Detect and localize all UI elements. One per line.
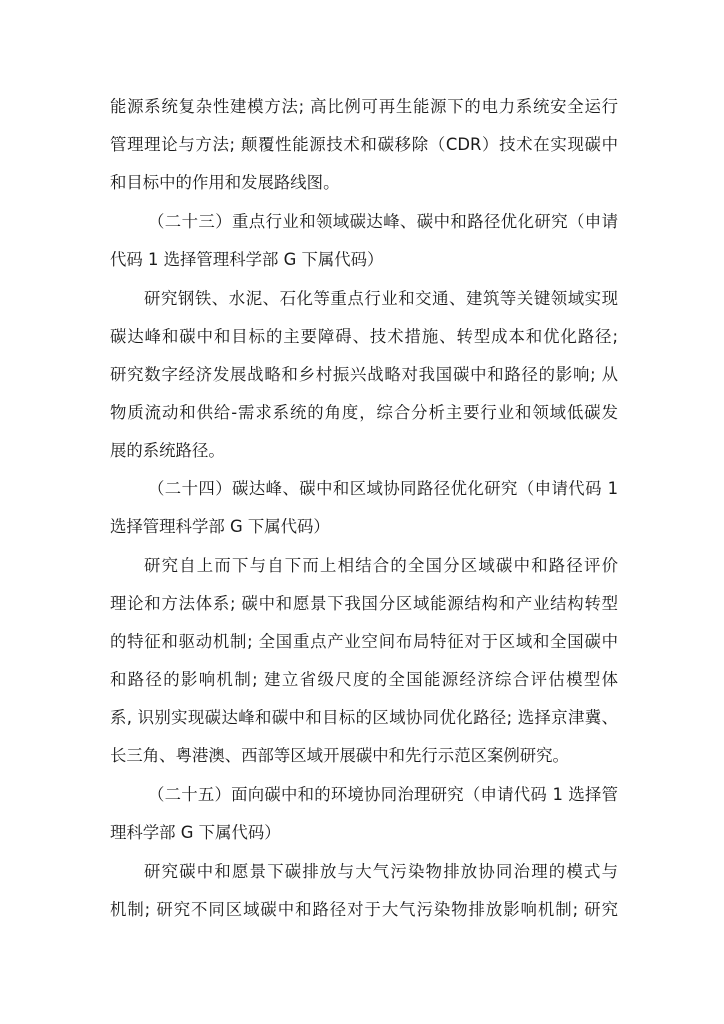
section-heading-25-cont: 理科学部 G 下属代码）: [110, 823, 281, 842]
paragraph-line: 理论和方法体系; 碳中和愿景下我国分区域能源结构和产业结构转型: [110, 594, 618, 613]
paragraph-line: 物质流动和供给-需求系统的角度，综合分析主要行业和领域低碳发: [110, 403, 618, 422]
paragraph-line: 能源系统复杂性建模方法; 高比例可再生能源下的电力系统安全运行: [110, 97, 618, 116]
section-heading-25: （二十五）面向碳中和的环境协同治理研究（申请代码 1 选择管: [148, 785, 618, 804]
paragraph-line: 长三角、粤港澳、西部等区域开展碳中和先行示范区案例研究。: [110, 746, 569, 765]
paragraph-line: 研究数字经济发展战略和乡村振兴战略对我国碳中和路径的影响; 从: [110, 365, 618, 384]
paragraph-line: 和目标中的作用和发展路线图。: [110, 173, 340, 192]
paragraph-line: 和路径的影响机制; 建立省级尺度的全国能源经济综合评估模型体: [110, 670, 618, 689]
paragraph-line: 机制; 研究不同区域碳中和路径对于大气污染物排放影响机制; 研究: [110, 900, 618, 919]
paragraph-line: 研究自上而下与自下而上相结合的全国分区域碳中和路径评价: [144, 556, 618, 575]
paragraph-line: 系, 识别实现碳达峰和碳中和目标的区域协同优化路径; 选择京津冀、: [110, 708, 618, 727]
paragraph-line: 展的系统路径。: [110, 441, 225, 460]
section-heading-23: （二十三）重点行业和领域碳达峰、碳中和路径优化研究（申请: [148, 212, 618, 231]
paragraph-line: 碳达峰和碳中和目标的主要障碍、技术措施、转型成本和优化路径;: [110, 327, 618, 346]
section-heading-24: （二十四）碳达峰、碳中和区域协同路径优化研究（申请代码 1: [148, 479, 618, 498]
section-heading-24-cont: 选择管理科学部 G 下属代码）: [110, 517, 330, 536]
paragraph-line: 研究钢铁、水泥、石化等重点行业和交通、建筑等关键领域实现: [144, 289, 618, 308]
paragraph-line: 研究碳中和愿景下碳排放与大气污染物排放协同治理的模式与: [144, 862, 618, 881]
paragraph-line: 管理理论与方法; 颠覆性能源技术和碳移除（CDR）技术在实现碳中: [110, 135, 618, 154]
section-heading-23-cont: 代码 1 选择管理科学部 G 下属代码）: [110, 250, 384, 269]
paragraph-line: 的特征和驱动机制; 全国重点产业空间布局特征对于区域和全国碳中: [110, 632, 618, 651]
